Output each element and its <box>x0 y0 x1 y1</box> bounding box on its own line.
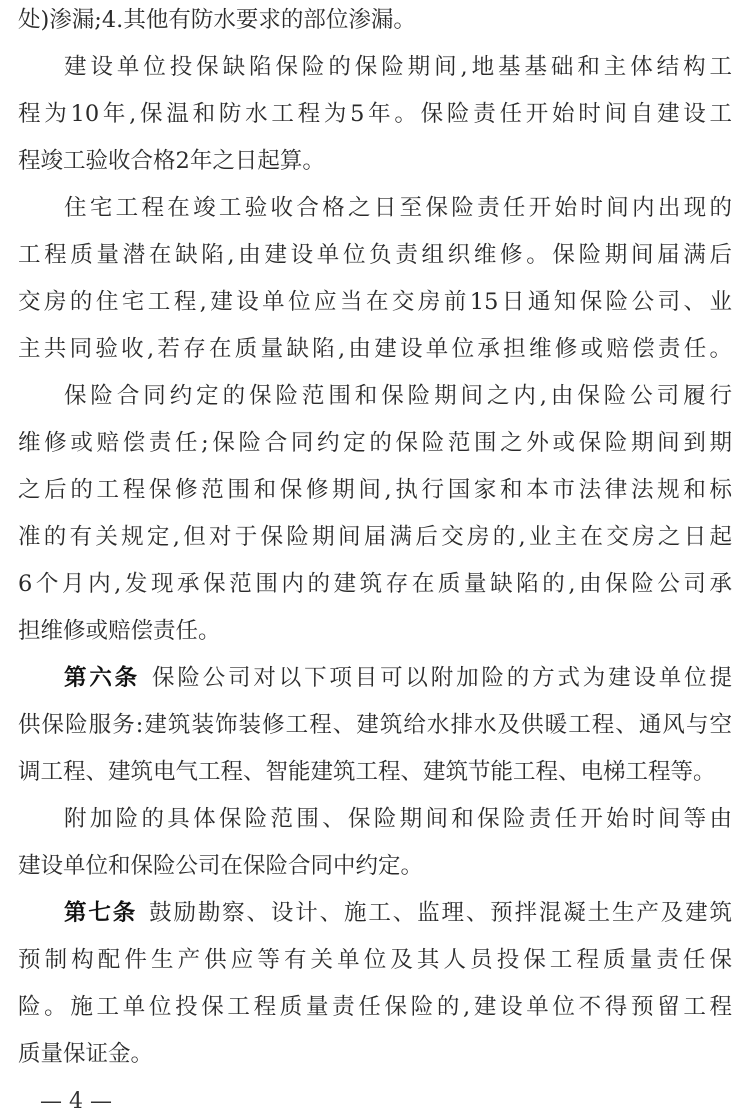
text-line: 险。施工单位投保工程质量责任保险的,建设单位不得预留工程 <box>18 994 732 1020</box>
text-line: 担维修或赔偿责任。 <box>18 618 221 644</box>
text-line: 附加险的具体保险范围、保险期间和保险责任开始时间等由 <box>64 806 732 832</box>
text-span: 保险公司对以下项目可以附加险的方式为建设单位提 <box>152 665 732 691</box>
article-heading: 第六条 <box>64 665 141 691</box>
text-line: 程为10年,保温和防水工程为5年。保险责任开始时间自建设工 <box>18 101 732 127</box>
article-line <box>64 658 732 698</box>
text-line: 处)渗漏;4.其他有防水要求的部位渗漏。 <box>18 7 416 33</box>
text-line: 供保险服务:建筑装饰装修工程、建筑给水排水及供暖工程、通风与空 <box>18 712 732 738</box>
text-line: 6个月内,发现承保范围内的建筑存在质量缺陷的,由保险公司承 <box>18 571 732 597</box>
article-heading: 第七条 <box>64 900 138 926</box>
text-line: 建设单位和保险公司在保险合同中约定。 <box>18 853 424 879</box>
text-line: 主共同验收,若存在质量缺陷,由建设单位承担维修或赔偿责任。 <box>18 336 732 362</box>
text-line: 质量保证金。 <box>18 1041 154 1067</box>
text-span: 鼓励勘察、设计、施工、监理、预拌混凝土生产及建筑 <box>149 900 732 926</box>
text-line: 建设单位投保缺陷保险的保险期间,地基基础和主体结构工 <box>64 54 732 80</box>
text-line: 工程质量潜在缺陷,由建设单位负责组织维修。保险期间届满后 <box>18 242 732 268</box>
text-line: 住宅工程在竣工验收合格之日至保险责任开始时间内出现的 <box>64 195 732 221</box>
text-line: 保险合同约定的保险范围和保险期间之内,由保险公司履行 <box>64 383 732 409</box>
text-line: 程竣工验收合格2年之日起算。 <box>18 148 325 174</box>
text-line: 预制构配件生产供应等有关单位及其人员投保工程质量责任保 <box>18 947 732 973</box>
text-line: 之后的工程保修范围和保修期间,执行国家和本市法律法规和标 <box>18 477 732 503</box>
text-line: 准的有关规定,但对于保险期间届满后交房的,业主在交房之日起 <box>18 524 732 550</box>
page-number: — 4 — <box>40 1089 112 1114</box>
text-line: 维修或赔偿责任;保险合同约定的保险范围之外或保险期间到期 <box>18 430 732 456</box>
article-line <box>64 893 732 933</box>
text-line: 调工程、建筑电气工程、智能建筑工程、建筑节能工程、电梯工程等。 <box>18 759 716 785</box>
text-line: 交房的住宅工程,建设单位应当在交房前15日通知保险公司、业 <box>18 289 732 315</box>
